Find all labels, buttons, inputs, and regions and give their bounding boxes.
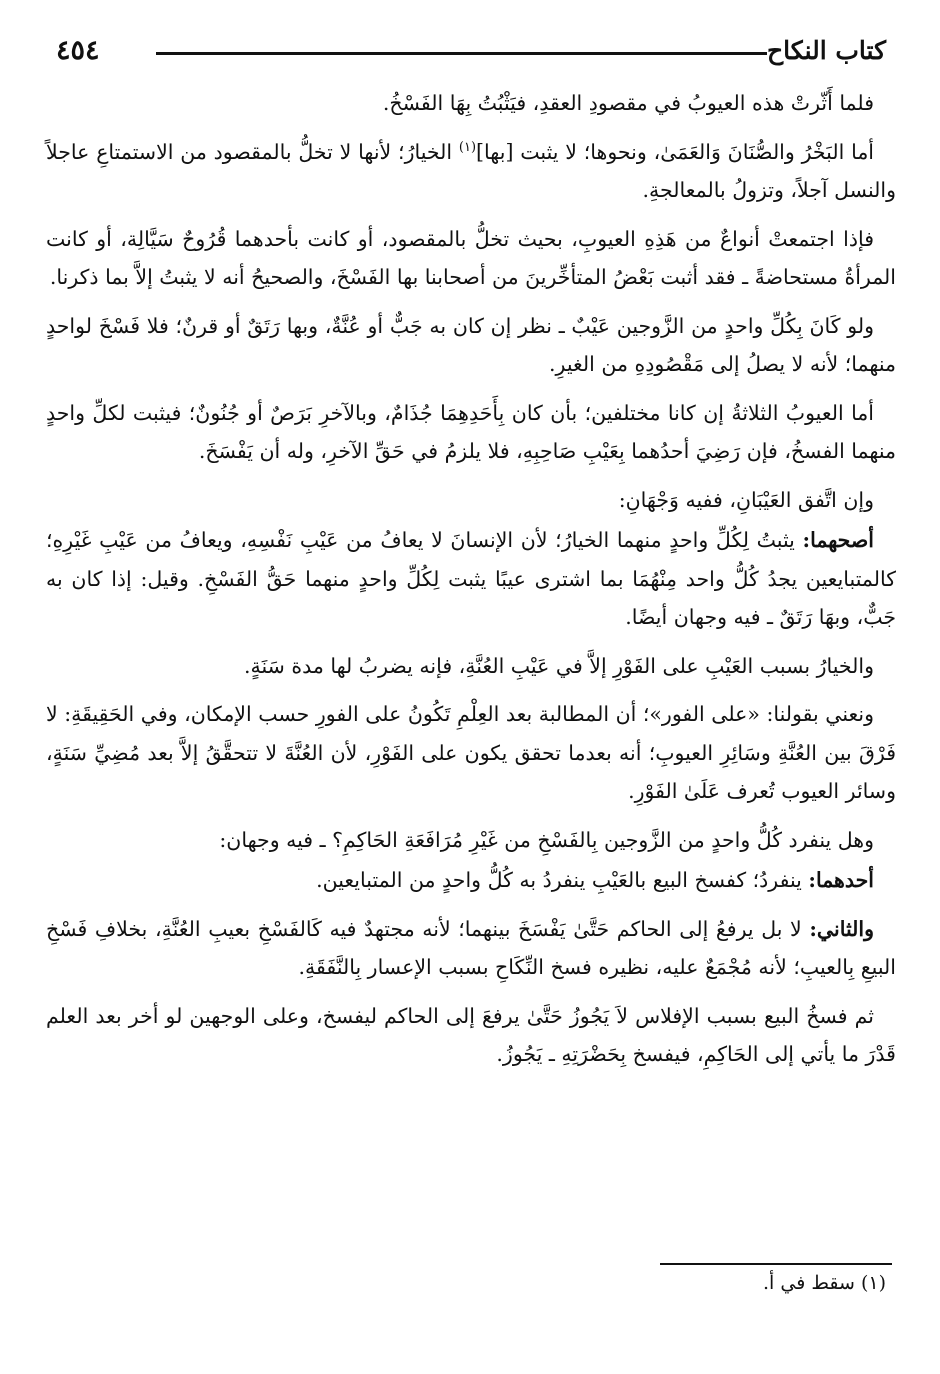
paragraph-6 (46, 481, 896, 520)
paragraph-text: والخيارُ بسبب العَيْبِ على الفَوْرِ إلاَّ في عَيْبِ العُنَّةِ، فإنه يضربُ لها مدة سَنَةٍ. (243, 653, 874, 678)
footnote-marker: (١) (458, 139, 477, 155)
book-page (46, 30, 896, 1350)
paragraph-lead: أحدهما: (808, 868, 874, 892)
paragraph-text: ينفردُ؛ كفسخ البيع بالعَيْبِ ينفردُ به كُلُّ واحدٍ من المتبايعين. (316, 868, 809, 892)
paragraph-10 (46, 821, 896, 860)
book-title: كتاب النكاح (767, 36, 896, 65)
paragraph-text: ونعني بقولنا: «على الفور»؛ أن المطالبة بعد العِلْمِ تَكُونُ على الفورِ حسب الإمكان، وفي الحَقِيقَةِ: لا فَرْقَ بين العُنَّةِ وسَائِرِ العيوبِ؛ أنه بعدما تحقق يكون على الفَوْرِ، لأن العُنَّةَ لا تتحقَّقُ إلاَّ بعد مُضِيِّ سَنَةٍ، وسائر العيوب تُعرف عَلَىٰ الفَوْرِ. (46, 702, 896, 803)
body-text (46, 84, 896, 1074)
paragraph-text: أما البَخْرُ والصُّنَانَ وَالعَمَىٰ، ونحوها؛ لا يثبت [بها] (476, 139, 874, 164)
paragraph-text: فإذا اجتمعتْ أنواعٌ من هَذِهِ العيوبِ، بحيث تخلُّ بالمقصود، أو كانت بأحدهما قُرُوحٌ سَيَّالِة، أو كانت المرأةُ مستحاضةً ـ فقد أثبت بَعْضُ المتأخِّرينَ من أصحابنا بها الفَسْخَ، والصحيحُ أنه لا يثبتُ إلاَّ بما ذكرنا. (46, 226, 896, 289)
paragraph-3 (46, 220, 896, 297)
paragraph-9 (46, 695, 896, 811)
header-rule (156, 52, 828, 55)
page-header (46, 30, 896, 70)
paragraph-text: الخيارُ؛ لأنها لا تخلُّ بالمقصود من الاستمتاعِ عاجلاً والنسل آجلاً، وتزولُ بالمعالجةِ. (46, 139, 896, 202)
footnote: (١) سقط في أ. (763, 1272, 886, 1294)
paragraph-13 (46, 997, 896, 1074)
paragraph-7 (46, 521, 896, 637)
paragraph-text: يثبتُ لِكُلِّ واحدٍ منهما الخيارُ؛ لأن الإنسانَ لا يعافُ من عَيْبِ نَفْسِهِ، ويعافُ من عَيْبِ غَيْرِهِ؛ كالمتبايعين يجدُ كُلُّ واحد مِنْهُمَا بما اشترى عيبًا يثبت لِكُلِّ واحدٍ منهما حَقُّ الفَسْخِ. وقيل: إذا كان به جَبٌّ، وبهَا رَتَقٌ ـ فيه وجهان أيضًا. (46, 528, 896, 629)
paragraph-text: وهل ينفرد كُلُّ واحدٍ من الزَّوجين بِالفَسْخِ من غَيْرِ مُرَافَعَةِ الحَاكِمِ؟ ـ فيه وجهان: (219, 827, 874, 852)
paragraph-lead: والثاني: (809, 916, 874, 941)
paragraph-text: ولو كَانَ بِكُلِّ واحدٍ من الزَّوجين عَيْبٌ ـ نظر إن كان به جَبٌّ أو عُنَّةٌ، وبها رَتَقٌ أو قرنٌ؛ فلا فَسْخَ لواحدٍ منهما؛ لأنه لا يصلُ إلى مَقْصُودِهِ من الغيرِ. (46, 313, 896, 376)
paragraph-text: لا بل يرفعُ إلى الحاكم حَتَّىٰ يَفْسَخَ بينهما؛ لأنه مجتهدٌ فيه كَالفَسْخِ بعيبِ العُنَّةِ، بخلافِ فَسْخِ البيعِ بِالعيبِ؛ لأنه مُجْمَعٌ عليه، نظيره فسخ النِّكَاحِ بسبب الإعسار بِالنَّفَقَةِ. (46, 916, 896, 979)
paragraph-5 (46, 394, 896, 471)
paragraph-8 (46, 647, 896, 686)
paragraph-text: فلما أَثّرتْ هذه العيوبُ في مقصودِ العقدِ، فيَثْبُتُ بِهَا الفَسْخُ. (382, 91, 874, 115)
paragraph-1 (46, 84, 896, 123)
paragraph-12 (46, 910, 896, 987)
paragraph-lead: أصحهما: (802, 528, 874, 552)
paragraph-4 (46, 307, 896, 384)
paragraph-11 (46, 861, 896, 900)
paragraph-text: أما العيوبُ الثلاثةُ إن كانا مختلفين؛ بأن كان بِأَحَدِهِمَا جُذَامٌ، وبالآخرِ بَرَصٌ أو جُنُونٌ؛ فيثبت لكلِّ واحدٍ منهما الفسخُ، فإن رَضِيَ أحدُهما بِعَيْبِ صَاحِبِهِ، فلا يلزمُ في حَقِّ الآخرِ، وله أن يَفْسَخَ. (46, 400, 896, 463)
paragraph-text: ثم فسخُ البيع بسبب الإفلاس لاَ يَجُوزُ حَتَّىٰ يرفعَ إلى الحاكم ليفسخ، وعلى الوجهين لو أخر بعد العلم قَدْرَ ما يأتي إلى الحَاكِمِ، فيفسخ بِحَضْرَتِهِ ـ يَجُوزُ. (46, 1003, 896, 1066)
paragraph-2 (46, 133, 896, 210)
page-number: ٤٥٤ (46, 35, 100, 66)
footnote-rule (660, 1263, 892, 1265)
paragraph-text: وإن اتَّفق العَيْبَانِ، ففيه وَجْهَانِ: (618, 487, 874, 512)
